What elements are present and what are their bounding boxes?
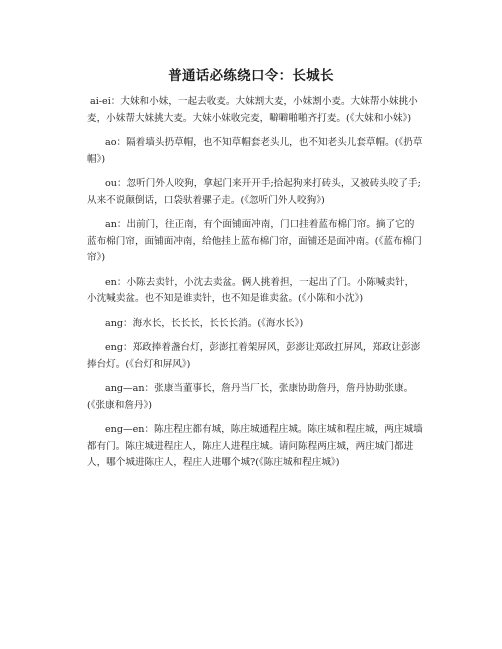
- paragraph-ou: ou：忽听门外人咬狗，拿起门来开开手;拾起狗来打砖头，又被砖头咬了手;从来不说颠倒话，口袋驮着骡子走。(《忽听门外人咬狗》): [87, 178, 421, 206]
- paragraph-an: an：出前门，往正南，有个面铺面冲南，门口挂着蓝布棉门帘。摘了它的蓝布棉门帘，面铺面冲南，给他挂上蓝布棉门帘，面铺还是面冲南。(《蓝布棉门帘》): [87, 219, 422, 263]
- paragraph-ang-an: ang—an：张康当董事长，詹丹当厂长，张康协助詹丹，詹丹协助张康。(《张康和詹丹》): [87, 383, 414, 411]
- paragraph-en: en：小陈去卖针，小沈去卖盆。俩人挑着担，一起出了门。小陈喊卖针，小沈喊卖盆。也不知是谁卖针，也不知是谁卖盆。(《小陈和小沈》): [87, 276, 415, 304]
- paragraph-eng: eng：郑政捧着盏台灯，彭澎扛着架屏风，彭澎让郑政扛屏风，郑政让彭澎捧台灯。(《台灯和屏风》): [87, 342, 421, 370]
- paragraph-eng-en: eng—en：陈庄程庄都有城，陈庄城通程庄城。陈庄城和程庄城，两庄城墙都有门。陈庄城进程庄人，陈庄人进程庄城。请问陈程两庄城，两庄城门都进人，哪个城进陈庄人，程庄人进哪个城?(《陈庄城和程庄城》): [87, 424, 423, 468]
- document-body: [87, 94, 423, 480]
- paragraph-ao: ao：隔着墙头扔草帽，也不知草帽套老头儿，也不知老头儿套草帽。(《扔草帽》): [87, 137, 423, 165]
- paragraph-ang: ang：海水长，长长长，长长长消。(《海水长》): [105, 317, 304, 329]
- document-title: 普通话必练绕口令：长城长: [168, 68, 334, 84]
- paragraph-ai-ei: ai-ei：大妹和小妹，一起去收麦。大妹割大麦，小妹割小麦。大妹帮小妹挑小麦，小妹帮大妹挑大麦。大妹小妹收完麦，噼噼啪啪齐打麦。(《大妹和小妹》): [87, 96, 418, 124]
